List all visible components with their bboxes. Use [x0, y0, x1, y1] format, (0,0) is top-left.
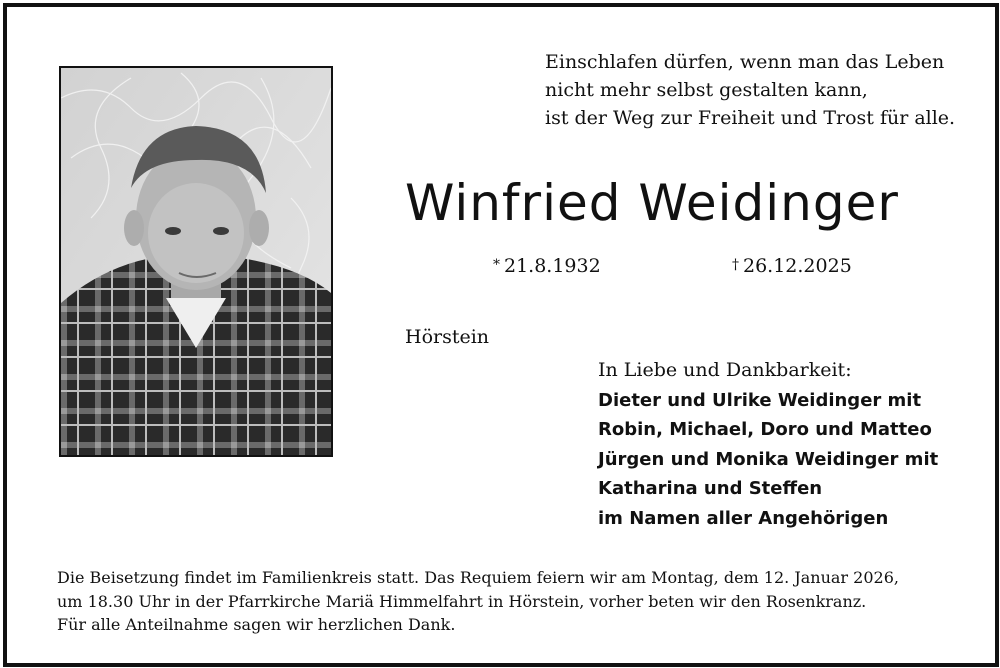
portrait-photo	[59, 66, 333, 457]
memorial-quote	[545, 48, 975, 132]
quote-line: ist der Weg zur Freiheit und Trost für alle.	[545, 107, 956, 129]
place-of-residence: Hörstein	[405, 326, 490, 348]
mourner-line: Katharina und Steffen	[598, 478, 823, 499]
deceased-name: Winfried Weidinger	[405, 174, 899, 232]
notice-line: um 18.30 Uhr in der Pfarrkirche Mariä Himmelfahrt in Hörstein, vorher beten wir den Rosenkranz.	[57, 591, 867, 611]
notice-line: Für alle Anteilnahme sagen wir herzlichen Dank.	[57, 615, 456, 634]
death-date	[732, 255, 852, 277]
funeral-notice	[57, 566, 977, 637]
mourners-block	[598, 356, 978, 533]
death-date-value: 26.12.2025	[743, 255, 852, 277]
mourner-line: Robin, Michael, Doro und Matteo	[598, 419, 932, 440]
quote-line: Einschlafen dürfen, wenn man das Leben	[545, 51, 945, 73]
quote-line: nicht mehr selbst gestalten kann,	[545, 79, 868, 101]
mourners-intro: In Liebe und Dankbarkeit:	[598, 359, 852, 381]
birth-star-icon: *	[493, 257, 500, 273]
mourner-line: Jürgen und Monika Weidinger mit	[598, 448, 939, 470]
death-cross-icon: †	[732, 257, 739, 273]
birth-date	[493, 255, 601, 277]
birth-date-value: 21.8.1932	[504, 255, 601, 277]
mourner-line: Dieter und Ulrike Weidinger mit	[598, 389, 922, 411]
mourner-line: im Namen aller Angehörigen	[598, 507, 889, 529]
notice-line: Die Beisetzung findet im Familienkreis statt. Das Requiem feiern wir am Montag, dem 12. Januar 2026,	[57, 568, 899, 587]
